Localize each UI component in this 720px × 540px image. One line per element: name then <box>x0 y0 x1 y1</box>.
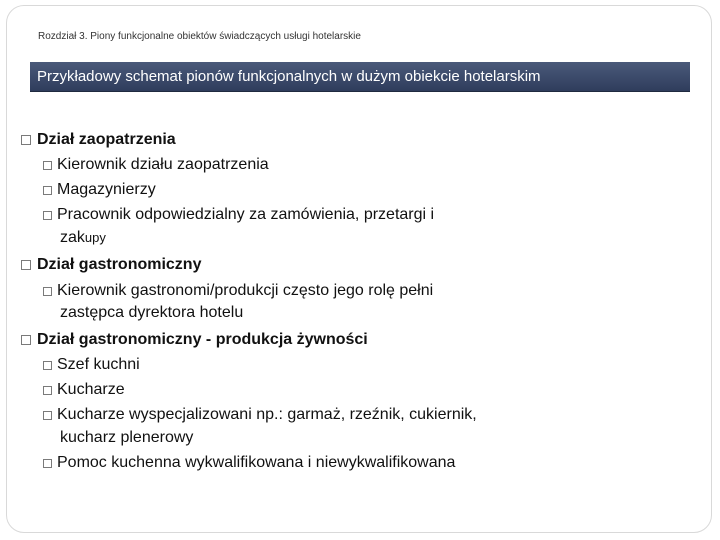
section-heading-text: Dział zaopatrzenia <box>37 131 176 148</box>
section-heading-zaopatrzenie <box>21 131 176 149</box>
list-item-continuation <box>60 429 193 447</box>
section-heading-text: Dział gastronomiczny <box>37 256 202 273</box>
list-item-text: Kucharze wyspecjalizowani np.: garmaż, rzeźnik, cukiernik, <box>57 406 477 423</box>
list-item <box>43 406 477 424</box>
checkbox-bullet-icon <box>21 260 31 270</box>
section-heading-gastronomia <box>21 256 201 274</box>
list-item <box>43 282 433 300</box>
list-item-text: kucharz plenerowy <box>60 429 194 446</box>
list-item-text: Szef kuchni <box>57 356 140 373</box>
list-item-text: Kierownik gastronomi/produkcji często jego rolę pełni <box>57 282 434 299</box>
list-item-text: Kierownik działu zaopatrzenia <box>57 156 269 173</box>
chapter-header: Rozdział 3. Piony funkcjonalne obiektów świadczących usługi hotelarskie <box>38 31 361 42</box>
checkbox-bullet-icon <box>43 459 52 468</box>
list-item-text: Kucharze <box>57 381 125 398</box>
list-item <box>43 356 140 374</box>
section-heading-produkcja <box>21 331 368 349</box>
list-item-text: zak <box>60 229 85 246</box>
list-item-text: Pracownik odpowiedzialny za zamówienia, przetargi i <box>57 206 435 223</box>
checkbox-bullet-icon <box>21 335 31 345</box>
list-item <box>43 206 434 224</box>
checkbox-bullet-icon <box>43 287 52 296</box>
list-item <box>43 156 269 174</box>
checkbox-bullet-icon <box>43 386 52 395</box>
checkbox-bullet-icon <box>43 211 52 220</box>
list-item-continuation <box>60 304 243 322</box>
list-item-text-tail: upy <box>84 230 106 245</box>
list-item-text: Pomoc kuchenna wykwalifikowana i niewykwalifikowana <box>57 454 456 471</box>
list-item-text: zastępca dyrektora hotelu <box>60 304 244 321</box>
section-heading-text: Dział gastronomiczny - produkcja żywności <box>37 331 368 348</box>
list-item-continuation <box>60 229 106 247</box>
list-item-text: Magazynierzy <box>57 181 156 198</box>
checkbox-bullet-icon <box>43 161 52 170</box>
list-item <box>43 181 156 199</box>
slide-title: Przykładowy schemat pionów funkcjonalnych w dużym obiekcie hotelarskim <box>37 68 541 85</box>
checkbox-bullet-icon <box>43 186 52 195</box>
list-item <box>43 381 125 399</box>
title-bar <box>30 62 690 92</box>
checkbox-bullet-icon <box>43 361 52 370</box>
checkbox-bullet-icon <box>21 135 31 145</box>
list-item <box>43 454 455 472</box>
checkbox-bullet-icon <box>43 411 52 420</box>
